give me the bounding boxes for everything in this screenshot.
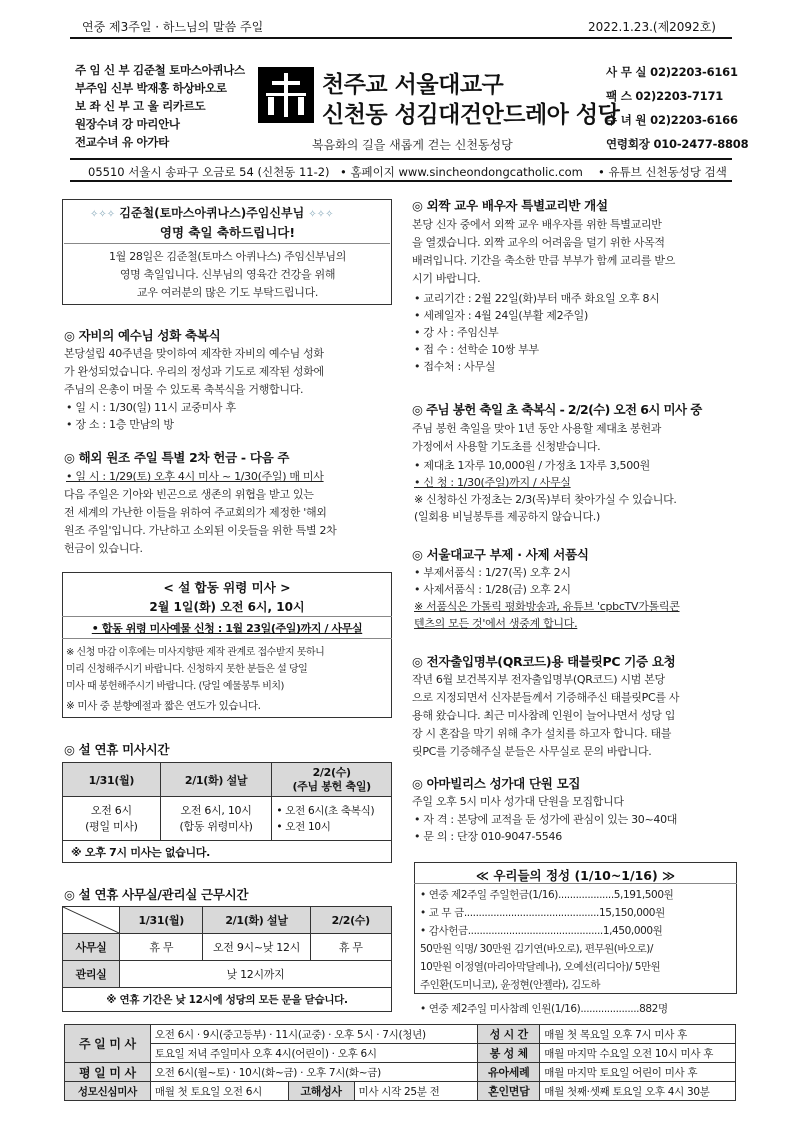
ornament-right-icon: ✧✧✧: [308, 209, 334, 220]
ornament-left-icon: ✧✧✧: [90, 209, 116, 220]
catechism-text-line: 본당 신자 중에서 외짝 교우 배우자를 위한 특별교리반: [412, 218, 662, 231]
overseas-text-line: 헌금이 있습니다.: [64, 542, 143, 555]
section-title-mercy-painting: ◎ 자비의 예수님 성화 축복식: [64, 328, 221, 343]
mercy-bullet-date: • 일 시 : 1/30(일) 11시 교중미사 후: [66, 401, 236, 414]
catechism-bullet: • 세례일자 : 4월 24일(부활 제2주일): [414, 309, 588, 322]
ordination-bullet: ※ 서품식은 가톨릭 평화방송과, 유튜브 'cpbcTV가톨릭콘: [414, 600, 680, 613]
office-hours-row-label: 사무실: [63, 934, 120, 961]
issue-number: 2022.1.23.(제2092호): [588, 20, 716, 34]
overseas-text-line: 원조 주일'입니다. 가난하고 소외된 이웃들을 위한 특별 2차: [64, 524, 337, 537]
congrats-subtitle: 영명 축일 축하드립니다!: [159, 225, 296, 240]
office-hours-cell: 오전 9시~낮 12시: [203, 934, 310, 961]
schedule-label: 혼인면담: [478, 1082, 540, 1101]
catechism-text-line: 시기 바랍니다.: [412, 272, 481, 285]
offerings-line: 주인환(도미니코), 윤정현(안젤라), 김도하: [420, 979, 601, 991]
staff-pastor: 주 임 신 부 김준철 토마스아퀴나스: [75, 63, 245, 77]
catechism-text-line: 을 열겠습니다. 외짝 교우의 어려움을 덜기 위한 사목적: [412, 236, 665, 249]
memorial-divider: [62, 616, 392, 617]
holiday-mass-note: ※ 오후 7시 미사는 없습니다.: [63, 841, 392, 863]
holiday-mass-cell: • 오전 6시(초 축복식) • 오전 10시: [272, 797, 392, 841]
ordination-bullet: • 사제서품식 : 1/28(금) 오후 2시: [414, 583, 571, 596]
staff-mission-sister: 전교수녀 유 아가타: [75, 135, 169, 149]
congrats-line: 1월 28일은 김준철(토마스 아퀴나스) 주임신부님의: [108, 250, 347, 263]
church-title-parish: 신천동 성김대건안드레아 성당: [322, 101, 620, 128]
staff-head-sister: 원장수녀 강 마리안나: [75, 117, 180, 131]
congrats-line: 영명 축일입니다. 신부님의 영육간 건강을 위해: [119, 268, 336, 281]
holiday-mass-cell: 오전 6시, 10시 (합동 위령미사): [160, 797, 272, 841]
office-hours-row-label: 관리실: [63, 961, 120, 988]
catechism-bullet: • 교리기간 : 2월 22일(화)부터 매주 화요일 오후 8시: [414, 292, 660, 305]
catechism-bullet: • 접 수 : 선학순 10쌍 부부: [414, 343, 539, 356]
church-title-diocese: 천주교 서울대교구: [322, 71, 504, 98]
offerings-line: • 교 무 금..............................................15,150,000원: [420, 907, 665, 919]
memorial-mass-apply: • 합동 위령 미사예물 신청 : 1월 23일(주일)까지 / 사무실: [91, 622, 363, 635]
section-title-office-hours: ◎ 설 연휴 사무실/관리실 근무시간: [64, 887, 249, 902]
office-hours-header: 2/2(수): [310, 907, 391, 934]
schedule-value: 매월 첫 목요일 오후 7시 미사 후: [540, 1025, 736, 1044]
section-title-overseas-aid: ◎ 해외 원조 주일 특별 2차 헌금 - 다음 주: [64, 450, 290, 465]
offerings-line: 10만원 이정열(마리아막달레나), 오예선(리디아)/ 5만원: [420, 961, 661, 973]
section-title-choir: ◎ 아마빌리스 성가대 단원 모집: [412, 776, 581, 791]
mercy-text-line: 주님의 은총이 머물 수 있도록 축복식을 거행합니다.: [64, 383, 304, 396]
schedule-value: 매월 마지막 토요일 어린이 미사 후: [540, 1063, 736, 1082]
section-title-holiday-mass: ◎ 설 연휴 미사시간: [64, 742, 170, 757]
overseas-text-line: 다음 주일은 기아와 빈곤으로 생존의 위협을 받고 있는: [64, 488, 314, 501]
contact-fax: 팩 스 02)2203-7171: [606, 89, 724, 103]
staff-associate-pastor: 부주임 신부 박재홍 하상바오로: [75, 81, 227, 95]
contact-funeral-head: 연령회장 010-2477-8808: [606, 137, 749, 151]
offerings-line: 50만원 익명/ 30만원 김기연(바오로), 편무원(바오로)/: [420, 943, 653, 955]
schedule-value: 매월 첫 토요일 오전 6시: [150, 1082, 288, 1101]
qr-text-line: 용해 왔습니다. 최근 미사참례 인원이 늘어나면서 성당 입: [412, 709, 676, 722]
offerings-attendance: • 연중 제2주일 미사참례 인원(1/16)....................882명: [420, 1003, 668, 1015]
candle-text-line: 가정에서 사용할 기도초를 신청받습니다.: [412, 440, 601, 453]
memorial-mass-title: < 설 합동 위령 미사 >: [163, 580, 291, 595]
choir-bullet: • 자 격 : 본당에 교적을 둔 성가에 관심이 있는 30~40대: [414, 813, 678, 826]
schedule-value: 매월 첫째·셋째 토요일 오후 4시 30분: [540, 1082, 736, 1101]
holiday-mass-table: [62, 762, 392, 863]
office-hours-cell: 낮 12시까지: [120, 961, 392, 988]
section-title-catechism: ◎ 외짝 교우 배우자 특별교리반 개설: [412, 198, 608, 213]
overseas-text-line: 전 세계의 가난한 이들을 위하여 주교회의가 제정한 '해외: [64, 506, 327, 519]
memorial-note-line: 미사 때 봉헌해주시기 바랍니다. (당일 예물봉투 비치): [66, 681, 284, 692]
church-logo: [258, 67, 314, 123]
mercy-text-line: 본당설립 40주년을 맞이하여 제작한 자비의 예수님 성화: [64, 347, 324, 360]
offerings-line: • 연중 제2주일 주일헌금(1/16)...................5,191,500원: [420, 889, 674, 901]
contact-convent: 수 녀 원 02)2203-6166: [606, 113, 738, 127]
candle-bullet: (일회용 비닐봉투를 제공하지 않습니다.): [414, 510, 600, 523]
schedule-value: 토요일 저녁 주일미사 오후 4시(어린이) · 오후 6시: [150, 1044, 478, 1063]
section-title-candle-blessing: ◎ 주님 봉헌 축일 초 축복식 - 2/2(수) 오전 6시 미사 중: [412, 402, 702, 417]
schedule-value: 오전 6시 · 9시(중고등부) · 11시(교중) · 오후 5시 · 7시(청년): [150, 1025, 478, 1044]
church-youtube[interactable]: • 유튜브 신천동성당 검색: [598, 165, 727, 179]
congrats-line: 교우 여러분의 많은 기도 부탁드립니다.: [136, 286, 319, 299]
church-homepage[interactable]: • 홈페이지 www.sincheondongcatholic.com: [340, 165, 583, 179]
office-hours-table: [62, 906, 392, 1012]
church-logo-icon: [258, 67, 314, 123]
office-hours-cell: 휴 무: [120, 934, 203, 961]
offerings-divider: [414, 883, 737, 884]
top-rule: [70, 37, 732, 39]
church-slogan: 복음화의 길을 새롭게 걷는 신천동성당: [312, 138, 513, 152]
office-hours-header: 1/31(월): [120, 907, 203, 934]
schedule-value: 미사 시작 25분 전: [354, 1082, 478, 1101]
ordination-bullet: • 부제서품식 : 1/27(목) 오후 2시: [414, 566, 571, 579]
candle-bullet: • 신 청 : 1/30(주일)까지 / 사무실: [414, 476, 571, 489]
office-hours-corner: [63, 907, 120, 934]
memorial-note-line: ※ 신청 마감 이후에는 미사지향판 제작 관계로 접수받지 못하니: [66, 647, 325, 658]
contact-office: 사 무 실 02)2203-6161: [606, 65, 738, 79]
section-title-qr-tablet: ◎ 전자출입명부(QR코드)용 태블릿PC 기증 요청: [412, 654, 676, 669]
mercy-bullet-place: • 장 소 : 1층 만남의 방: [66, 418, 174, 431]
candle-text-line: 주님 봉헌 축일을 맞아 1년 동안 사용할 제대초 봉헌과: [412, 422, 662, 435]
catechism-text-line: 배려입니다. 기간을 축소한 만큼 부부가 함께 교리를 받으: [412, 254, 676, 267]
catechism-bullet: • 접수처 : 사무실: [414, 360, 496, 373]
choir-text-line: 주일 오후 5시 미사 성가대 단원을 모집합니다: [412, 795, 624, 808]
schedule-label: 성 시 간: [478, 1025, 540, 1044]
issue-liturgical-date: 연중 제3주일 · 하느님의 말씀 주일: [82, 20, 264, 34]
section-title-ordination: ◎ 서울대교구 부제 · 사제 서품식: [412, 547, 589, 562]
offerings-title: ≪ 우리들의 정성 (1/10~1/16) ≫: [475, 868, 676, 883]
ordination-bullet: 텐츠의 모든 것'에서 생중계 합니다.: [414, 617, 578, 630]
candle-bullet: ※ 신청하신 가정초는 2/3(목)부터 찾아가실 수 있습니다.: [414, 493, 677, 506]
mass-schedule-table: [64, 1024, 736, 1101]
offerings-line: • 감사헌금..............................................1,450,000원: [420, 925, 663, 937]
schedule-label: 고해성사: [288, 1082, 354, 1101]
diagonal-line-icon: [63, 907, 119, 933]
office-hours-cell: 휴 무: [310, 934, 391, 961]
holiday-mass-header: 1/31(월): [63, 763, 161, 797]
qr-text-line: 작년 6월 보건복지부 전자출입명부(QR코드) 시범 본당: [412, 673, 665, 686]
catechism-bullet: • 강 사 : 주임신부: [414, 326, 499, 339]
mercy-text-line: 가 완성되었습니다. 우리의 정성과 기도로 제작된 성화에: [64, 365, 324, 378]
memorial-note-line: 미리 신청해주시기 바랍니다. 신청하지 못한 분들은 설 당일: [66, 664, 308, 675]
congrats-divider: [64, 243, 390, 244]
schedule-label: 성모신심미사: [65, 1082, 151, 1101]
choir-bullet: • 문 의 : 단장 010-9047-5546: [414, 830, 562, 843]
memorial-mass-time: 2월 1일(화) 오전 6시, 10시: [149, 600, 305, 614]
holiday-mass-header: 2/2(수) (주님 봉헌 축일): [272, 763, 392, 797]
schedule-label: 평 일 미 사: [65, 1063, 151, 1082]
schedule-value: 매월 마지막 수요일 오전 10시 미사 후: [540, 1044, 736, 1063]
holiday-mass-header: 2/1(화) 설날: [160, 763, 272, 797]
memorial-note-line: ※ 미사 중 분향예절과 짧은 연도가 있습니다.: [66, 700, 261, 712]
qr-text-line: 장 시 혼잡을 막기 위해 추가 설치를 하고자 합니다. 태블: [412, 727, 672, 740]
schedule-value: 오전 6시(월~토) · 10시(화~금) · 오후 7시(화~금): [150, 1063, 478, 1082]
schedule-label: 유아세례: [478, 1063, 540, 1082]
schedule-label: 봉 성 체: [478, 1044, 540, 1063]
address-bar: [70, 158, 732, 182]
holiday-mass-cell: 오전 6시 (평일 미사): [63, 797, 161, 841]
office-hours-note: ※ 연휴 기간은 낮 12시에 성당의 모든 문을 닫습니다.: [63, 988, 392, 1012]
schedule-label: 주 일 미 사: [65, 1025, 151, 1063]
candle-bullet: • 제대초 1자루 10,000원 / 가정초 1자루 3,500원: [414, 459, 650, 472]
overseas-bullet-date: • 일 시 : 1/29(토) 오후 4시 미사 ~ 1/30(주일) 매 미사: [66, 470, 324, 483]
office-hours-header: 2/1(화) 설날: [203, 907, 310, 934]
memorial-divider: [62, 638, 392, 639]
staff-assistant-priest: 보 좌 신 부 고 울 리카르도: [75, 99, 206, 113]
qr-text-line: 릿PC를 기증해주실 분들은 사무실로 문의 바랍니다.: [412, 745, 652, 758]
congrats-title: ✧✧✧ 김준철(토마스아퀴나스)주임신부님 ✧✧✧: [90, 206, 334, 220]
church-address: 05510 서울시 송파구 오금로 54 (신천동 11-2): [88, 165, 330, 179]
qr-text-line: 으로 지정되면서 신자분들께서 기증해주신 태블릿PC를 사: [412, 691, 680, 704]
